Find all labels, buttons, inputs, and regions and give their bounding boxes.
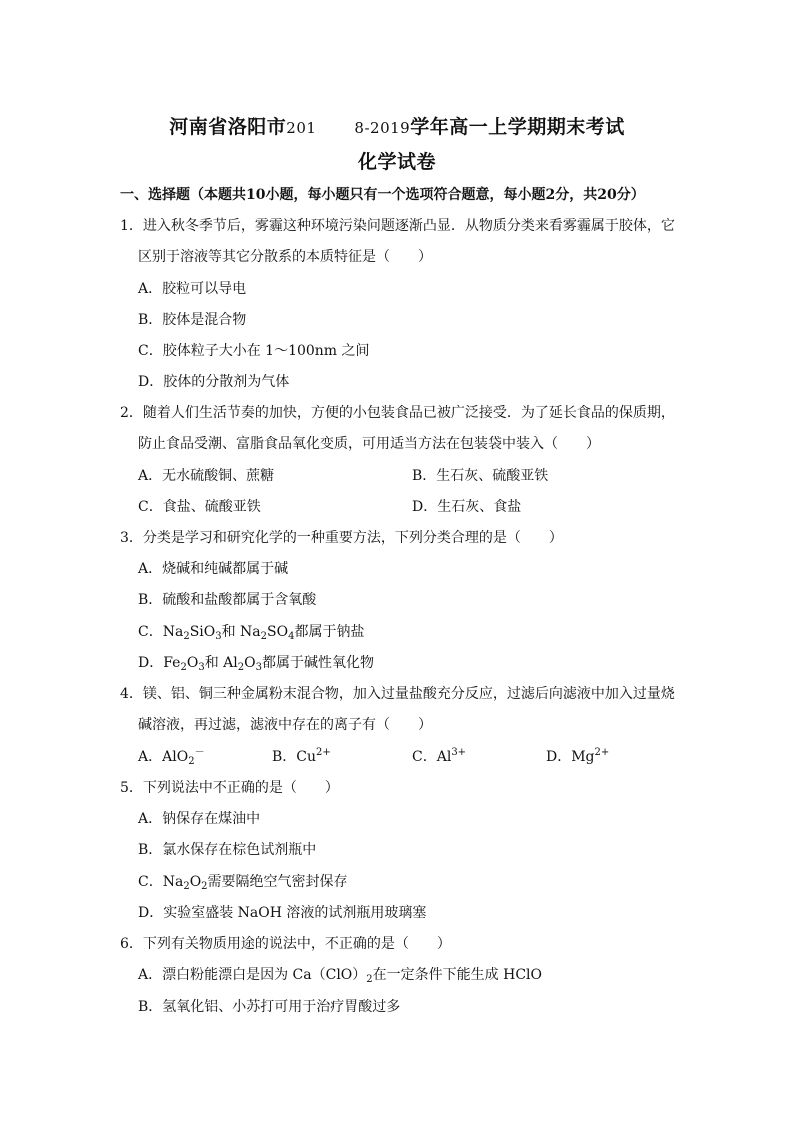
q4-b-text: B．Cu [272, 749, 317, 765]
q3-c-sub: 4 [288, 631, 295, 642]
q3-c-sub: 3 [215, 631, 222, 642]
q3-d-sub: 2 [237, 662, 245, 673]
q1-option-b: B．胶体是混合物 [138, 312, 247, 328]
q3-d-sub: 3 [255, 662, 262, 673]
q4-c-text: C．Al [412, 749, 452, 765]
title-year-a: 201 [286, 119, 317, 137]
q5-stem: 5．下列说法中不正确的是（ ） [120, 780, 339, 796]
q3-d-sub: 2 [180, 662, 187, 673]
q3-option-c [138, 623, 364, 641]
q1-option-c: C．胶体粒子大小在 1～100nm 之间 [138, 343, 370, 359]
q2-stem-line1: 2．随着人们生活节奏的加快，方便的小包装食品已被广泛接受．为了延长食品的保质期， [120, 405, 675, 421]
q3-c-text: C．Na [138, 624, 184, 640]
q4-option-b [272, 748, 331, 766]
q3-option-d [138, 654, 374, 672]
q3-d-text: D．Fe [138, 655, 181, 671]
q6-option-a [138, 966, 542, 984]
q1-option-d: D．胶体的分散剂为气体 [138, 374, 290, 390]
q1-stem-line2: 区别于溶液等其它分散系的本质特征是（ ） [138, 249, 432, 265]
q4-a-text: A．AlO [138, 749, 189, 765]
q5-c-text: 需要隔绝空气密封保存 [207, 874, 348, 890]
q5-c-sub: 2 [183, 881, 190, 892]
q3-c-sub: 2 [183, 631, 190, 642]
q4-a-sup: － [194, 747, 205, 758]
q6-stem: 6．下列有关物质用途的说法中，不正确的是（ ） [120, 936, 451, 952]
q2-option-a: A．无水硫酸铜、蔗糖 [138, 468, 275, 484]
q4-stem-line2: 碱溶液，再过滤，滤液中存在的离子有（ ） [138, 717, 432, 733]
q3-c-text: 都属于钠盐 [294, 624, 365, 640]
q2-option-b: B．生石灰、硫酸亚铁 [412, 468, 549, 484]
q5-c-text: C．Na [138, 874, 184, 890]
q3-c-sub: 2 [260, 631, 268, 642]
q2-option-d: D．生石灰、食盐 [412, 499, 522, 515]
q2-stem-line2: 防止食品受潮、富脂食品氧化变质，可用适当方法在包装袋中装入（ ） [138, 436, 600, 452]
q6-a-sub: 2 [366, 974, 373, 985]
q4-option-c [412, 748, 466, 766]
q5-option-b: B．氯水保存在棕色试剂瓶中 [138, 842, 317, 858]
q4-stem-line1: 4．镁、铝、铜三种金属粉末混合物，加入过量盐酸充分反应，过滤后向滤液中加入过量烧 [120, 686, 675, 702]
q5-option-a: A．钠保存在煤油中 [138, 811, 261, 827]
q4-a-sub: 2 [188, 756, 195, 767]
q6-option-b: B．氢氧化铝、小苏打可用于治疗胃酸过多 [138, 999, 401, 1015]
q6-a-text: 在一定条件下能生成 HClO [372, 967, 542, 983]
q3-c-text: SO [267, 624, 289, 640]
q2-option-c: C．食盐、硫酸亚铁 [138, 499, 261, 515]
q3-c-text: 和 Na [221, 624, 261, 640]
q3-c-text: SiO [189, 624, 216, 640]
q3-d-text: O [244, 655, 256, 671]
q3-option-a: A．烧碱和纯碱都属于碱 [138, 561, 289, 577]
q1-stem-line1: 1．进入秋冬季节后，雾霾这种环境污染问题逐渐凸显．从物质分类来看雾霾属于胶体，它 [120, 218, 675, 234]
title-term: 学年高一上学期期末考试 [410, 116, 625, 138]
exam-title-line2: 化学试卷 [357, 151, 436, 173]
exam-title-line1 [0, 112, 794, 139]
q1-option-a: A．胶粒可以导电 [138, 281, 247, 297]
q3-d-text: O [186, 655, 199, 671]
q3-stem: 3．分类是学习和研究化学的一种重要方法，下列分类合理的是（ ） [120, 530, 563, 546]
q4-option-a [138, 748, 205, 766]
q4-c-sup: 3+ [451, 747, 467, 758]
title-province-city: 河南省洛阳市 [169, 116, 287, 138]
q5-option-c [138, 873, 348, 891]
title-year-b: 8-2019 [354, 119, 411, 137]
q3-d-sub: 3 [198, 662, 205, 673]
section-heading: 一、选择题（本题共10小题，每小题只有一个选项符合题意，每小题2分，共20分） [120, 187, 645, 203]
q3-d-text: 和 Al [204, 655, 238, 671]
q3-d-text: 都属于碱性氧化物 [261, 655, 374, 671]
q5-c-text: O [189, 874, 202, 890]
q4-d-text: D．Mg [546, 749, 595, 765]
q5-option-d: D．实验室盛装 NaOH 溶液的试剂瓶用玻璃塞 [138, 905, 427, 921]
q3-option-b: B．硫酸和盐酸都属于含氧酸 [138, 592, 317, 608]
q4-option-d [546, 748, 609, 766]
q4-d-sup: 2+ [594, 747, 610, 758]
q5-c-sub: 2 [201, 881, 208, 892]
q4-b-sup: 2+ [316, 747, 331, 758]
q6-a-text: A．漂白粉能漂白是因为 Ca（ClO） [138, 967, 367, 983]
